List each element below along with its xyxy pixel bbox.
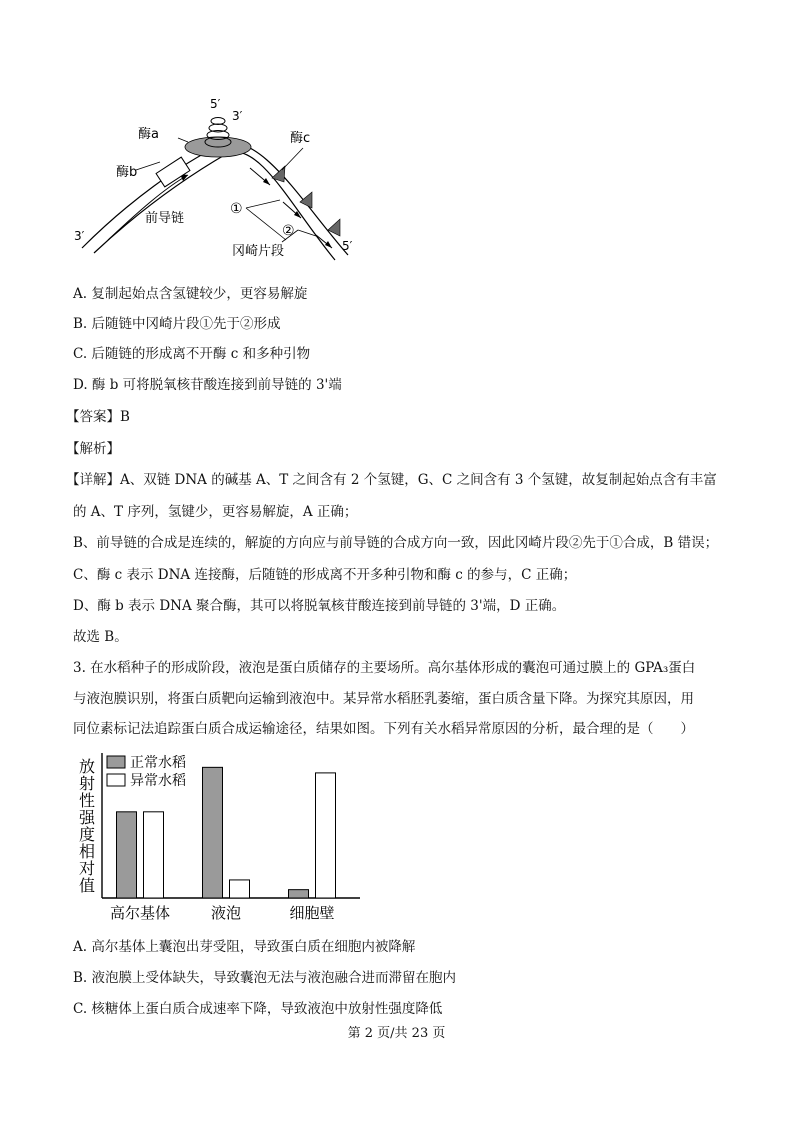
q2-option-a: A. 复制起始点含氢键较少，更容易解旋: [73, 286, 308, 302]
x-tick-label: 液泡: [210, 904, 242, 922]
label-3prime-top: 3′: [232, 109, 243, 123]
y-axis-label: 放射性强度相对值: [76, 758, 96, 894]
q2-detail-line-3: B、前导链的合成是连续的，解旋的方向应与前导链的合成方向一致，因此冈崎片段②先于①合成，B 错误；: [73, 535, 719, 551]
bar-abnormal-2: [316, 773, 336, 898]
x-tick-label: 细胞壁: [289, 904, 335, 922]
leading-strand-label: 前导链: [145, 211, 185, 226]
q2-detail-line-2: 的 A、T 序列，氢键少，更容易解旋，A 正确；: [73, 504, 358, 520]
q3-stem-line-2: 与液泡膜识别，将蛋白质靶向运输到液泡中。某异常水稻胚乳萎缩，蛋白质含量下降。为探究其原因，用: [73, 691, 694, 707]
legend-swatch-0: [107, 756, 125, 768]
legend-swatch-1: [107, 774, 125, 786]
q3-option-b: B. 液泡膜上受体缺失，导致囊泡无法与液泡融合进而滞留在胞内: [73, 970, 457, 986]
q3-stem-line-3: 同位素标记法追踪蛋白质合成运输途径，结果如图。下列有关水稻异常原因的分析，最合理的是（ ）: [73, 721, 694, 737]
enzyme-a-label: 酶a: [138, 127, 159, 142]
dna-replication-diagram: [70, 90, 370, 265]
q3-option-a: A. 高尔基体上囊泡出芽受阻，导致蛋白质在细胞内被降解: [73, 939, 416, 955]
q2-option-b: B. 后随链中冈崎片段①先于②形成: [73, 316, 281, 332]
bar-abnormal-0: [144, 812, 164, 898]
label-5prime-top: 5′: [210, 97, 221, 111]
x-tick-label: 高尔基体: [109, 904, 171, 922]
q2-option-c: C. 后随链的形成离不开酶 c 和多种引物: [73, 346, 311, 362]
enzyme-c-label: 酶c: [290, 131, 311, 146]
fragment-1-label: ①: [230, 201, 243, 217]
q2-detail-line-6: 故选 B。: [73, 629, 128, 645]
label-3prime-left: 3′: [74, 229, 85, 243]
bar-normal-2: [289, 890, 309, 898]
q2-detail-line-1: 【详解】A、双链 DNA 的碱基 A、T 之间含有 2 个氢键，G、C 之间含有 3 个氢键，故复制起始点含有丰富: [66, 472, 717, 488]
q2-analysis-title: 【解析】: [66, 441, 120, 457]
q2-detail-line-4: C、酶 c 表示 DNA 连接酶，后随链的形成离不开多种引物和酶 c 的参与，C 正确；: [73, 567, 577, 583]
bar-normal-1: [203, 767, 223, 898]
q2-option-d: D. 酶 b 可将脱氧核苷酸连接到前导链的 3'端: [73, 377, 342, 393]
q2-detail-line-5: D、酶 b 表示 DNA 聚合酶，其可以将脱氧核苷酸连接到前导链的 3'端，D 正确。: [73, 598, 566, 614]
legend-label-1: 异常水稻: [130, 773, 186, 789]
legend-label-0: 正常水稻: [130, 755, 186, 771]
bar-normal-0: [117, 812, 137, 898]
q3-stem-line-1: 3. 在水稻种子的形成阶段，液泡是蛋白质储存的主要场所。高尔基体形成的囊泡可通过膜上的 GPA₃蛋白: [73, 660, 696, 676]
q2-answer: 【答案】B: [66, 409, 130, 425]
enzyme-b-label: 酶b: [116, 165, 138, 180]
label-5prime-right: 5′: [342, 239, 353, 253]
bar-abnormal-1: [230, 880, 250, 898]
fragment-2-label: ②: [282, 223, 295, 239]
okazaki-label: 冈崎片段: [232, 244, 285, 259]
q3-option-c: C. 核糖体上蛋白质合成速率下降，导致液泡中放射性强度降低: [73, 1001, 443, 1017]
radioactivity-bar-chart: [72, 748, 372, 928]
page-footer: 第 2 页/共 23 页: [347, 1026, 446, 1041]
